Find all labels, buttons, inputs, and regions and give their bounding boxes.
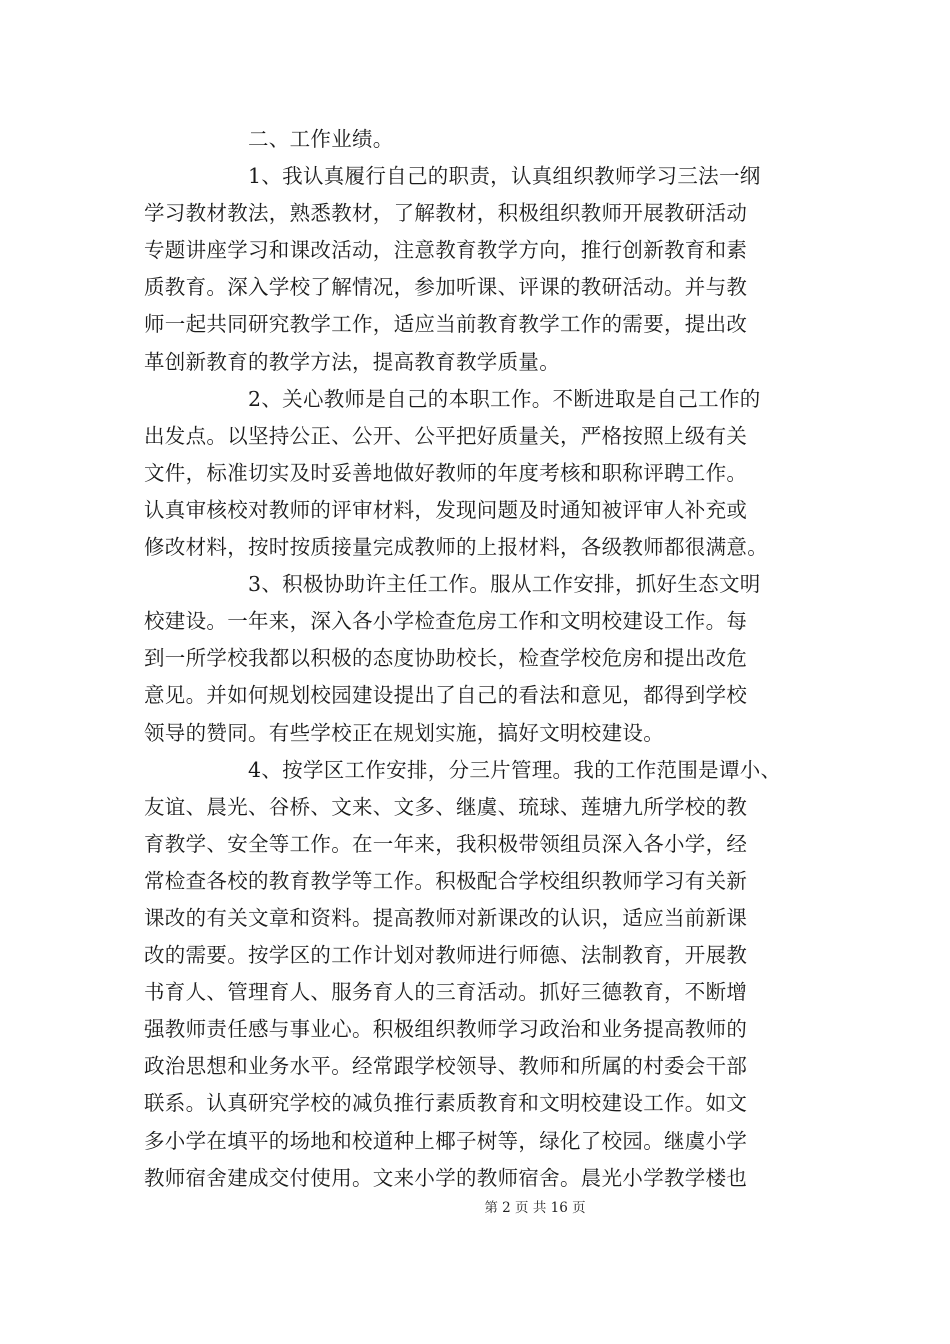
paragraph-1-line: 质教育。深入学校了解情况，参加听课、评课的教研活动。并与教 <box>144 275 748 300</box>
paragraph-4-line: 课改的有关文章和资料。提高教师对新课改的认识，适应当前新课 <box>144 905 748 930</box>
paragraph-4-line: 多小学在填平的场地和校道种上椰子树等，绿化了校园。继虞小学 <box>144 1128 748 1153</box>
paragraph-2-line: 认真审核校对教师的评审材料，发现问题及时通知被评审人补充或 <box>144 497 748 522</box>
paragraph-4-line: 育教学、安全等工作。在一年来，我积极带领组员深入各小学，经 <box>144 831 748 856</box>
paragraph-4-line: 强教师责任感与事业心。积极组织教师学习政治和业务提高教师的 <box>144 1017 748 1042</box>
paragraph-4-line: 教师宿舍建成交付使用。文来小学的教师宿舍。晨光小学教学楼也 <box>144 1165 748 1190</box>
paragraph-4-line: 常检查各校的教育教学等工作。积极配合学校组织教师学习有关新 <box>144 868 748 893</box>
paragraph-4-line: 友谊、晨光、谷桥、文来、文多、继虞、琉球、莲塘九所学校的教 <box>144 794 748 819</box>
paragraph-2-line: 文件，标准切实及时妥善地做好教师的年度考核和职称评聘工作。 <box>144 460 748 485</box>
section-heading: 二、工作业绩。 <box>248 127 394 151</box>
document-body <box>144 121 806 1197</box>
paragraph-3-line: 3、积极协助许主任工作。服从工作安排，抓好生态文明 <box>248 572 761 597</box>
paragraph-1-line: 学习教材教法，熟悉教材，了解教材，积极组织教师开展教研活动 <box>144 201 748 226</box>
paragraph-2-line: 2、关心教师是自己的本职工作。不断进取是自己工作的 <box>248 386 761 411</box>
page-number-footer: 第 2 页 共 16 页 <box>484 1200 586 1216</box>
paragraph-1-line: 师一起共同研究教学工作，适应当前教育教学工作的需要，提出改 <box>144 312 748 337</box>
paragraph-3-line: 领导的赞同。有些学校正在规划实施，搞好文明校建设。 <box>144 720 664 745</box>
paragraph-1-line: 革创新教育的教学方法，提高教育教学质量。 <box>144 349 560 374</box>
paragraph-3-line: 校建设。一年来，深入各小学检查危房工作和文明校建设工作。每 <box>144 609 748 634</box>
paragraph-1-line: 1、我认真履行自己的职责，认真组织教师学习三法一纲 <box>248 164 761 189</box>
paragraph-4-line: 联系。认真研究学校的减负推行素质教育和文明校建设工作。如文 <box>144 1091 748 1116</box>
paragraph-3-line: 到一所学校我都以积极的态度协助校长，检查学校危房和提出改危 <box>144 646 748 671</box>
paragraph-4-line: 改的需要。按学区的工作计划对教师进行师德、法制教育，开展教 <box>144 943 748 968</box>
paragraph-4-line: 书育人、管理育人、服务育人的三育活动。抓好三德教育，不断增 <box>144 980 748 1005</box>
paragraph-2-line: 修改材料，按时按质接量完成教师的上报材料，各级教师都很满意。 <box>144 535 768 560</box>
paragraph-4-line: 4、按学区工作安排，分三片管理。我的工作范围是谭小、 <box>248 757 782 782</box>
paragraph-4-line: 政治思想和业务水平。经常跟学校领导、教师和所属的村委会干部 <box>144 1054 748 1079</box>
paragraph-3-line: 意见。并如何规划校园建设提出了自己的看法和意见，都得到学校 <box>144 683 748 708</box>
paragraph-2-line: 出发点。以坚持公正、公开、公平把好质量关，严格按照上级有关 <box>144 423 748 448</box>
paragraph-1-line: 专题讲座学习和课改活动，注意教育教学方向，推行创新教育和素 <box>144 238 748 263</box>
